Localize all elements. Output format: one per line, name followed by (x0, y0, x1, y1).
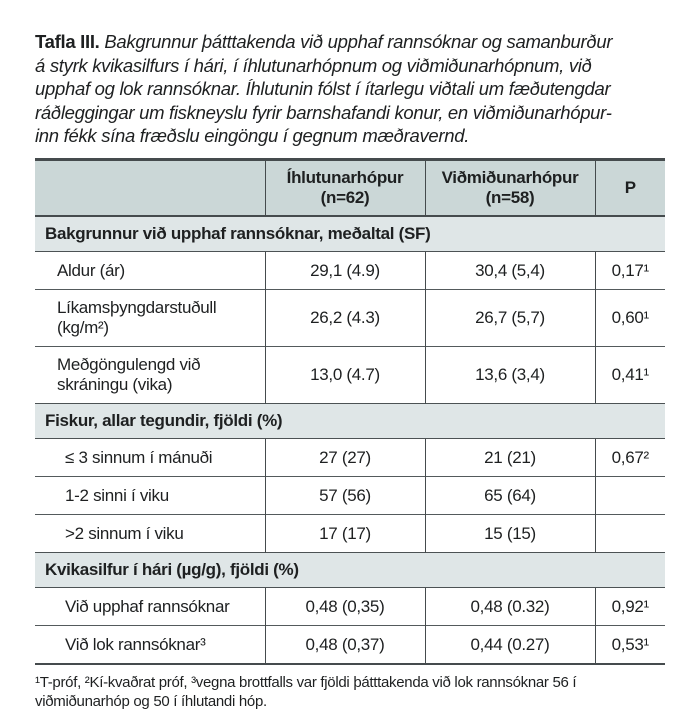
caption-line (35, 30, 665, 54)
cell-intervention: 13,0 (4.7) (265, 347, 425, 404)
header-p-column: P (595, 159, 665, 216)
cell-p (595, 477, 665, 515)
section-label: Bakgrunnur við upphaf rannsóknar, meðaltal (SF) (35, 216, 665, 252)
table-row-mercury-baseline (35, 588, 665, 626)
table-row-fish-1-2-weekly (35, 477, 665, 515)
cell-intervention: 0,48 (0,35) (265, 588, 425, 626)
table-row-fish-over-2-weekly (35, 515, 665, 553)
cell-intervention: 29,1 (4.9) (265, 252, 425, 290)
cell-p: 0,60¹ (595, 290, 665, 347)
cell-p: 0,53¹ (595, 626, 665, 664)
header-empty-cell (35, 159, 265, 216)
caption-line: inn fékk sína fræðslu eingöngu í gegnum mæðravernd. (35, 125, 470, 147)
table-row-mercury-end (35, 626, 665, 664)
cell-control: 21 (21) (425, 439, 595, 477)
caption-text: Bakgrunnur þátttakenda við upphaf rannsóknar og samanburður (104, 31, 613, 52)
cell-intervention: 27 (27) (265, 439, 425, 477)
cell-control: 13,6 (3,4) (425, 347, 595, 404)
row-label: 1-2 sinni í viku (35, 477, 265, 515)
caption-line: ráðleggingar um fiskneyslu fyrir barnshafandi konur, en viðmiðunarhópur- (35, 101, 612, 123)
header-control-group (425, 159, 595, 216)
row-label: Meðgöngulengd við skráningu (vika) (35, 347, 265, 404)
table-row-age (35, 252, 665, 290)
cell-intervention: 0,48 (0,37) (265, 626, 425, 664)
cell-control: 30,4 (5,4) (425, 252, 595, 290)
header-intervention-group (265, 159, 425, 216)
row-label: >2 sinnum í viku (35, 515, 265, 553)
section-label: Fiskur, allar tegundir, fjöldi (%) (35, 404, 665, 439)
footnote-line: ¹T-próf, ²Kí-kvaðrat próf, ³vegna brottfalls var fjöldi þátttakenda við lok rannsóknar 56 í (35, 673, 577, 691)
footnote (35, 673, 665, 712)
section-row-mercury (35, 553, 665, 588)
cell-p: 0,92¹ (595, 588, 665, 626)
group-n: (n=62) (320, 188, 370, 208)
cell-control: 15 (15) (425, 515, 595, 553)
cell-p: 0,41¹ (595, 347, 665, 404)
group-name: Íhlutunarhópur (286, 168, 404, 188)
cell-intervention: 26,2 (4.3) (265, 290, 425, 347)
row-label: Við lok rannsóknar³ (35, 626, 265, 664)
cell-p: 0,17¹ (595, 252, 665, 290)
table-row-fish-monthly (35, 439, 665, 477)
row-label: Líkamsþyngdarstuðull (kg/m²) (35, 290, 265, 347)
row-label: Við upphaf rannsóknar (35, 588, 265, 626)
cell-control: 26,7 (5,7) (425, 290, 595, 347)
group-name: Viðmiðunarhópur (441, 168, 579, 188)
section-label: Kvikasilfur í hári (µg/g), fjöldi (%) (35, 553, 665, 588)
table-caption (35, 30, 665, 148)
footnote-line: viðmiðunarhóp og 50 í íhlutandi hóp. (35, 693, 267, 711)
cell-intervention: 57 (56) (265, 477, 425, 515)
cell-control: 0,44 (0.27) (425, 626, 595, 664)
table-header-row (35, 159, 665, 216)
cell-p: 0,67² (595, 439, 665, 477)
table-row-gestation-length (35, 347, 665, 404)
group-n: (n=58) (485, 188, 535, 208)
cell-p (595, 515, 665, 553)
row-label: ≤ 3 sinnum í mánuði (35, 439, 265, 477)
study-table (35, 158, 665, 665)
table-row-bmi (35, 290, 665, 347)
cell-control: 65 (64) (425, 477, 595, 515)
caption-line: upphaf og lok rannsóknar. Íhlutunin fólst í ítarlegu viðtali um fæðutengdar (35, 78, 611, 100)
caption-label: Tafla III. (35, 31, 100, 52)
cell-control: 0,48 (0.32) (425, 588, 595, 626)
section-row-background (35, 216, 665, 252)
cell-intervention: 17 (17) (265, 515, 425, 553)
caption-line: á styrk kvikasilfurs í hári, í íhlutunarhópnum og viðmiðunarhópnum, við (35, 54, 592, 76)
section-row-fish (35, 404, 665, 439)
row-label: Aldur (ár) (35, 252, 265, 290)
